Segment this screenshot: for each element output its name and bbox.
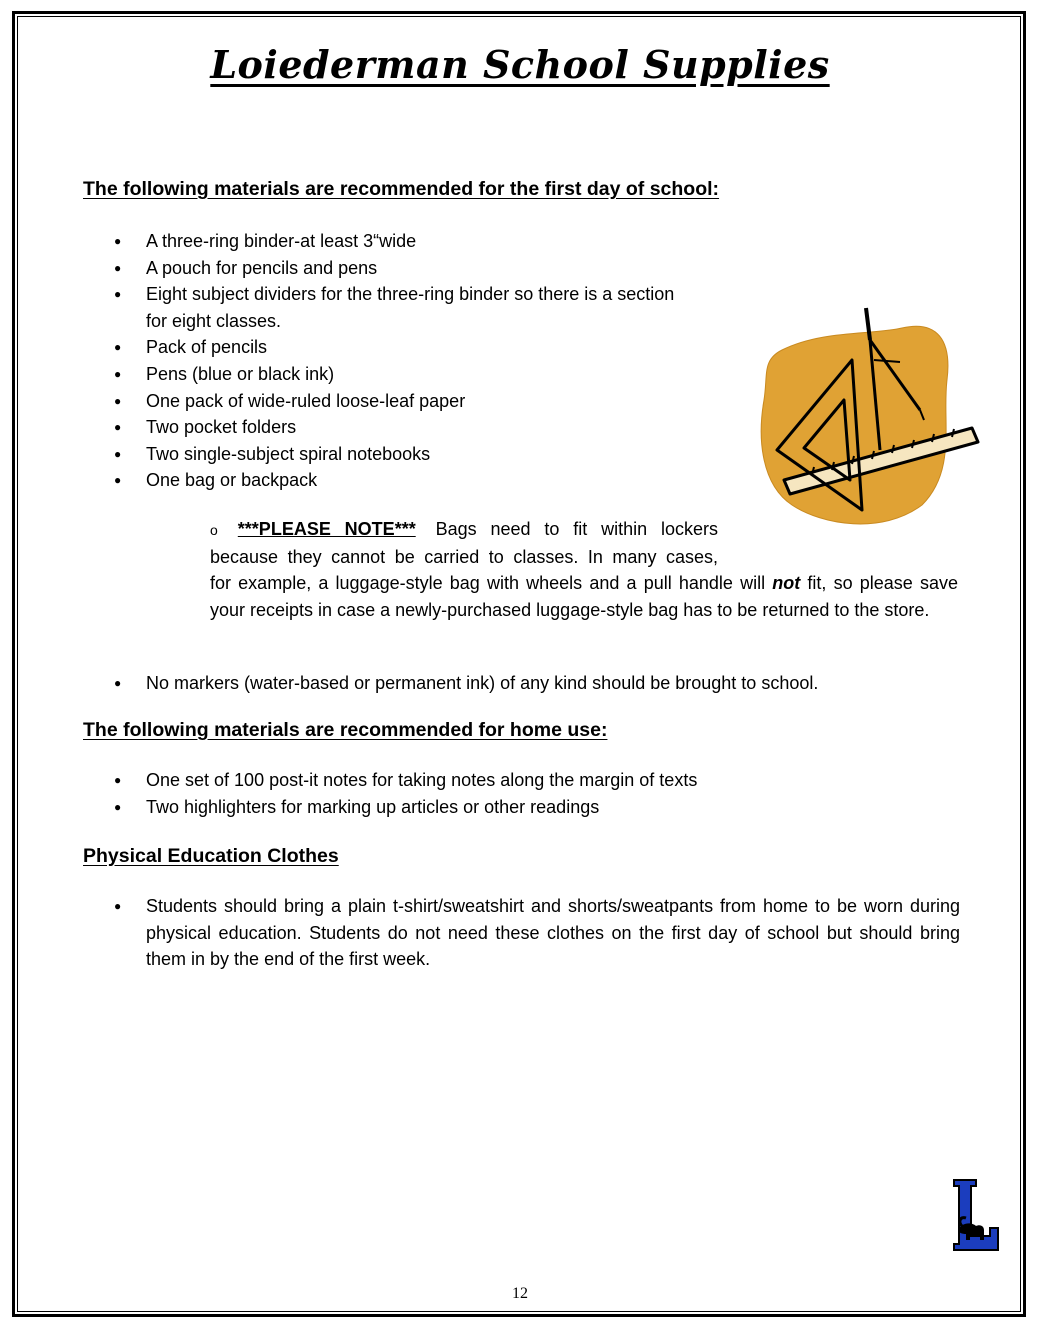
- school-logo-icon: [950, 1178, 1002, 1252]
- home-use-list: [114, 767, 697, 820]
- bag-note-line-2: because they cannot be carried to classes. In many cases,: [210, 546, 718, 567]
- list-item: ● Two highlighters for marking up articles or other readings: [114, 794, 697, 821]
- list-item: ● One pack of wide-ruled loose-leaf paper: [114, 388, 674, 415]
- home-use-heading: The following materials are recommended for home use:: [83, 719, 608, 741]
- list-item: ● A pouch for pencils and pens: [114, 255, 674, 282]
- drafting-tools-icon: [752, 300, 982, 530]
- list-item: ● Two pocket folders: [114, 414, 674, 441]
- note-label: ***PLEASE NOTE***: [237, 519, 416, 539]
- bag-note-line-1: [210, 516, 718, 544]
- page-border-inner: [17, 16, 1021, 1312]
- list-item: ● One bag or backpack: [114, 467, 674, 494]
- list-item: ● No markers (water-based or permanent ink) of any kind should be brought to school.: [114, 670, 818, 697]
- list-item: ● Two single-subject spiral notebooks: [114, 441, 674, 468]
- note-emphasis: not: [772, 573, 801, 594]
- markers-list: [114, 670, 818, 697]
- list-item: ● A three-ring binder-at least 3“wide: [114, 228, 674, 255]
- list-item: ● Pack of pencils: [114, 334, 674, 361]
- list-item: ● One set of 100 post-it notes for taking notes along the margin of texts: [114, 767, 697, 794]
- note-line-1: Bags need to fit within lockers: [435, 519, 718, 539]
- bag-note: [210, 516, 958, 623]
- page-title: Loiederman School Supplies: [210, 42, 830, 87]
- first-day-list: [114, 228, 674, 494]
- page-number: 12: [512, 1285, 528, 1302]
- note-text-before: for example, a luggage-style bag with wheels and a pull handle will: [210, 573, 766, 594]
- list-item: ● Pens (blue or black ink): [114, 361, 674, 388]
- note-marker: o: [210, 522, 218, 538]
- list-item: ● Students should bring a plain t-shirt/sweatshirt and shorts/sweatpants from home to be worn during physical education. Students do not need these clothes on the first day of school but should bring them in by the end of the first week.: [114, 893, 960, 973]
- list-item: ● Eight subject dividers for the three-ring binder so there is a section: [114, 281, 674, 308]
- note-text-after: fit, so please save your receipts in case a newly-purchased luggage-style bag has to be returned to the store.: [210, 573, 958, 620]
- bag-note-body: [210, 570, 958, 623]
- pe-clothes-heading: Physical Education Clothes: [83, 845, 339, 867]
- list-item-continuation: for eight classes.: [146, 310, 282, 331]
- first-day-heading: The following materials are recommended for the first day of school:: [83, 178, 720, 200]
- pe-clothes-list: [114, 893, 960, 973]
